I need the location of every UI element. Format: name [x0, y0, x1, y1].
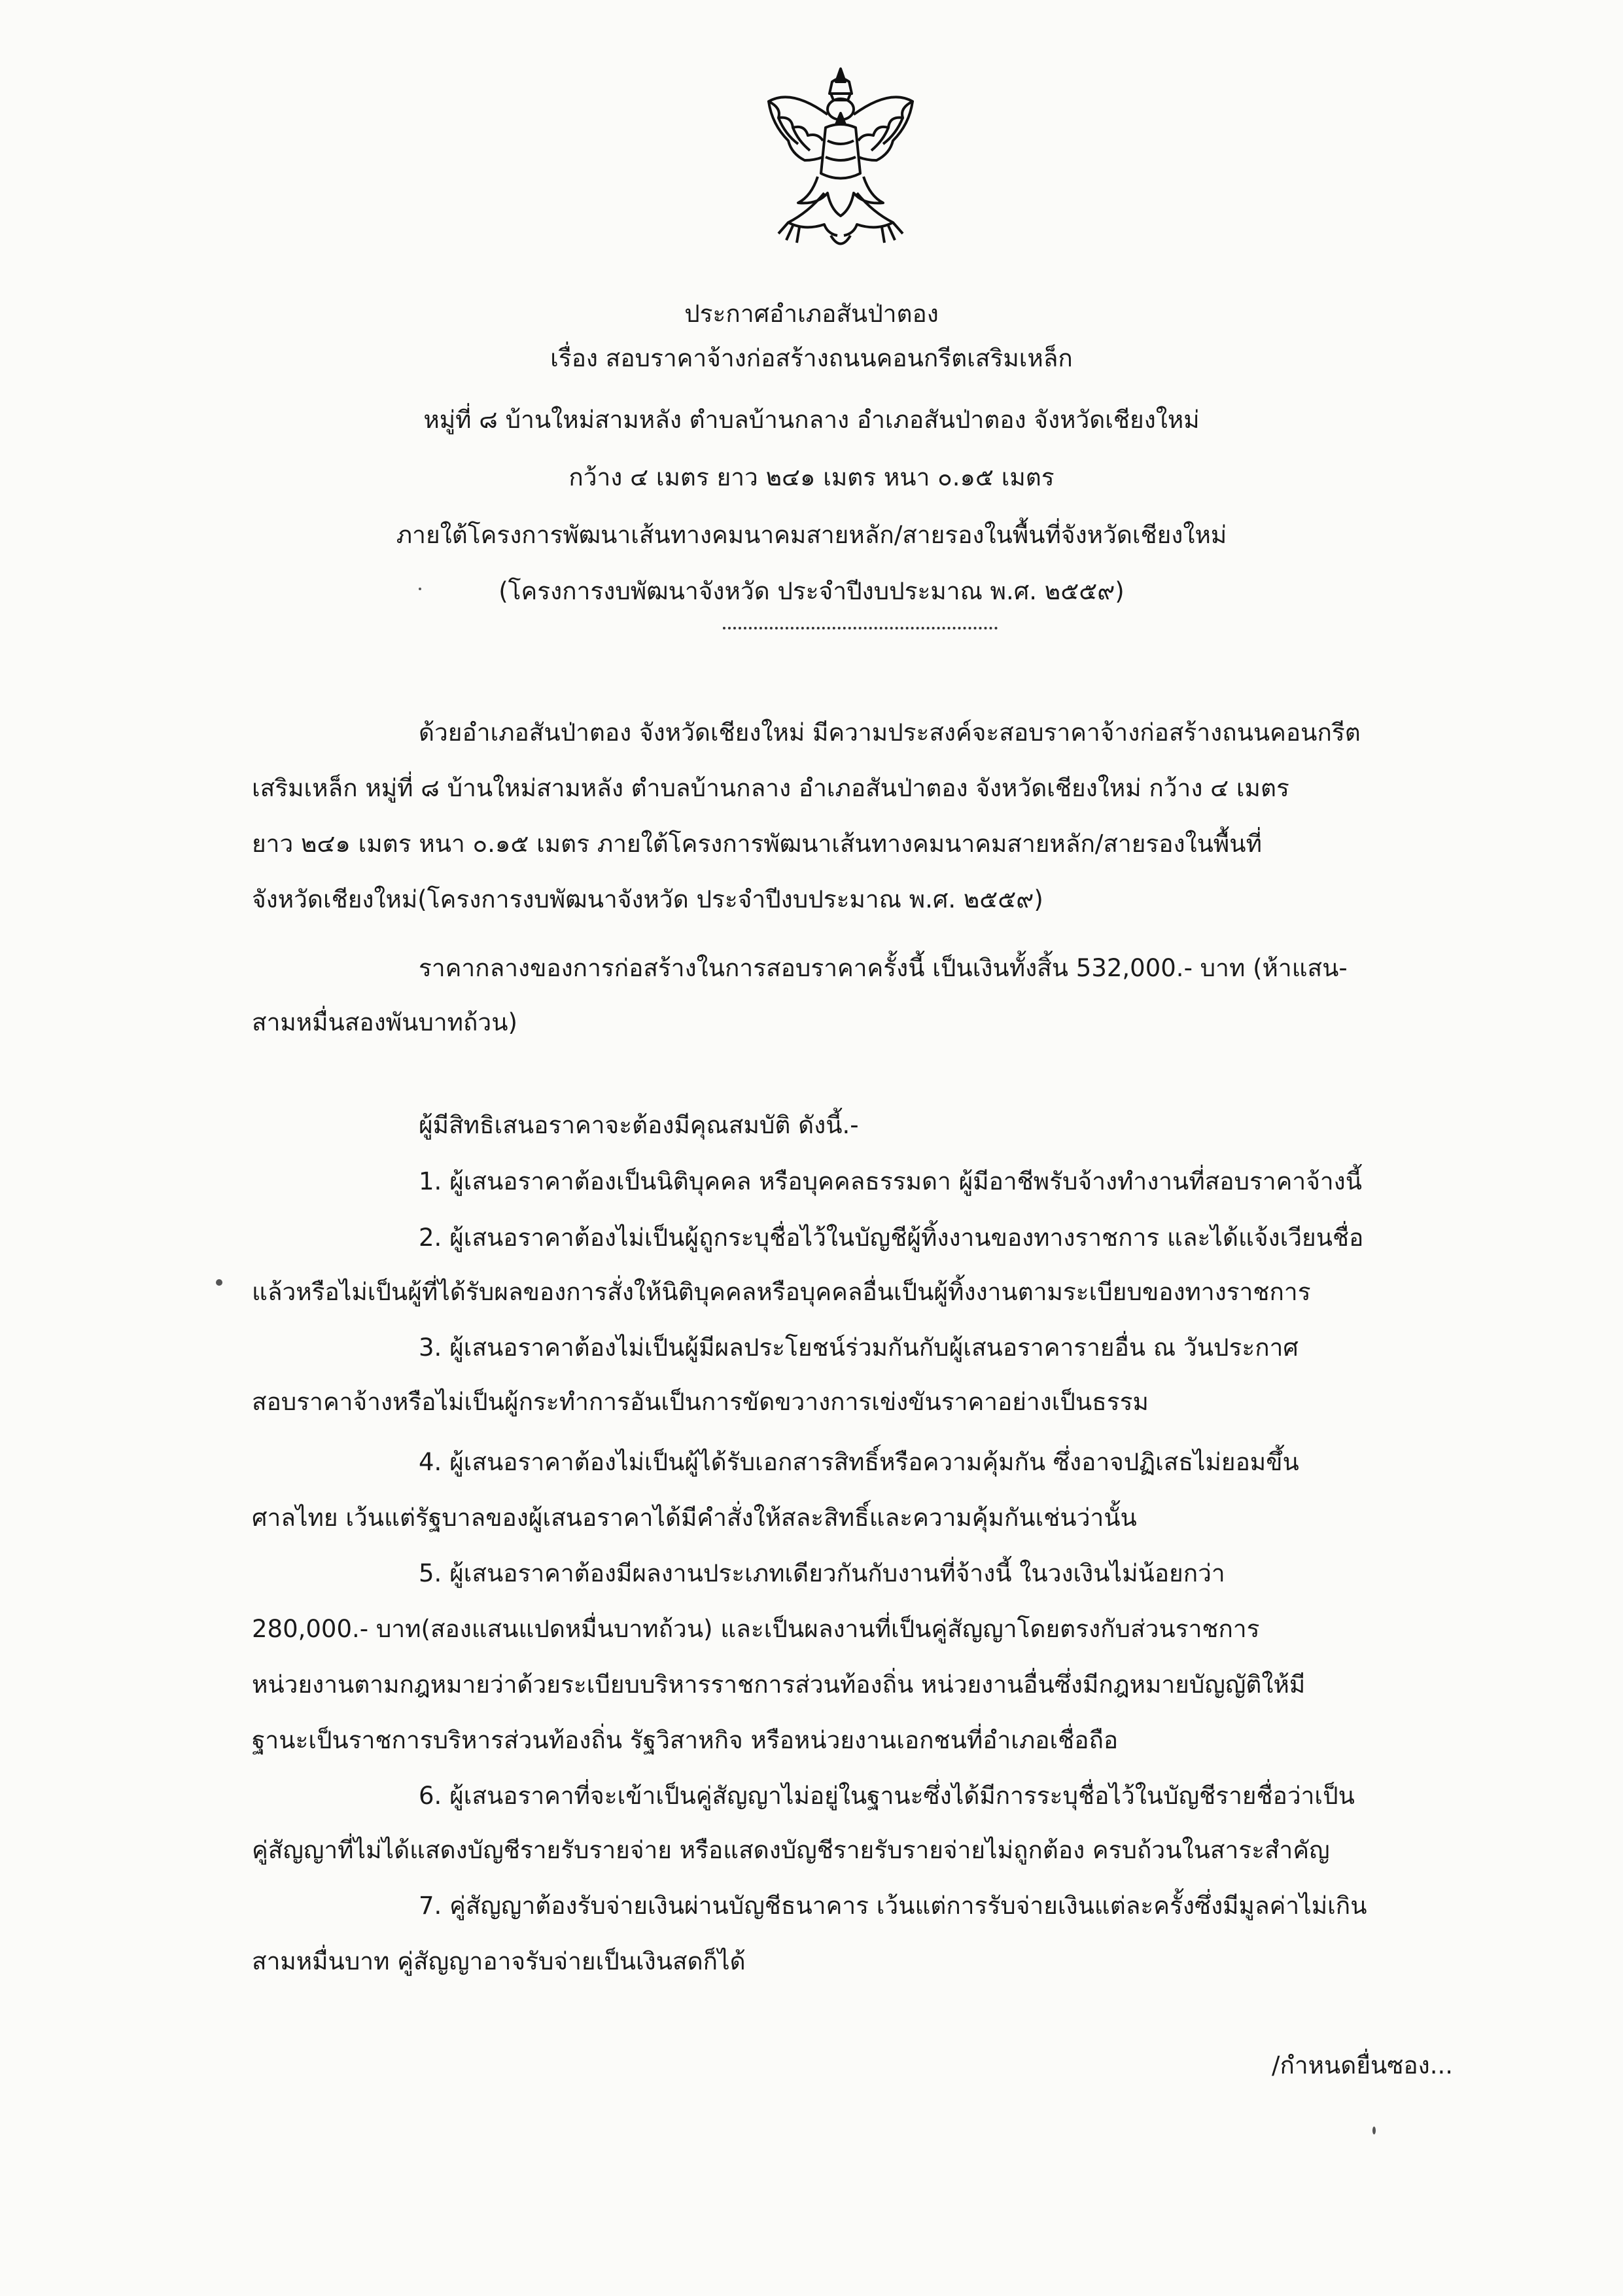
intro-line-1: ด้วยอำเภอสันป่าตอง จังหวัดเชียงใหม่ มีความประสงค์จะสอบราคาจ้างก่อสร้างถนนคอนกรีต — [419, 718, 1361, 747]
item-2-cont: แล้วหรือไม่เป็นผู้ที่ได้รับผลของการสั่งให้นิติบุคคลหรือบุคคลอื่นเป็นผู้ทิ้งงานตามระเบียบของทางราชการ — [252, 1278, 1311, 1306]
item-5: 5. ผู้เสนอราคาต้องมีผลงานประเภทเดียวกันกับงานที่จ้างนี้ ในวงเงินไม่น้อยกว่า — [419, 1559, 1225, 1587]
intro-line-3: ยาว ๒๔๑ เมตร หนา ๐.๑๕ เมตร ภายใต้โครงการพัฒนาเส้นทางคมนาคมสายหลัก/สายรองในพื้นที่ — [252, 830, 1262, 858]
intro-line-2: เสริมเหล็ก หมู่ที่ ๘ บ้านใหม่สามหลัง ตำบลบ้านกลาง อำเภอสันป่าตอง จังหวัดเชียงใหม่ กว้าง ๔ เมตร — [252, 774, 1289, 802]
item-7-cont: สามหมื่นบาท คู่สัญญาอาจรับจ่ายเป็นเงินสดก็ได้ — [252, 1947, 746, 1975]
item-3-cont: สอบราคาจ้างหรือไม่เป็นผู้กระทำการอันเป็นการขัดขวางการเข่งขันราคาอย่างเป็นธรรม — [252, 1388, 1149, 1416]
item-4: 4. ผู้เสนอราคาต้องไม่เป็นผู้ได้รับเอกสารสิทธิ์หรือความคุ้มกัน ซึ่งอาจปฏิเสธไม่ยอมขึ้น — [419, 1448, 1299, 1476]
item-2: 2. ผู้เสนอราคาต้องไม่เป็นผู้ถูกระบุชื่อไว้ในบัญชีผู้ทิ้งงานของทางราชการ และได้แจ้งเวียนชื่อ — [419, 1224, 1364, 1252]
qualifications-heading: ผู้มีสิทธิเสนอราคาจะต้องมีคุณสมบัติ ดังนี้.- — [419, 1111, 859, 1139]
scan-speck — [1372, 2127, 1376, 2134]
item-3: 3. ผู้เสนอราคาต้องไม่เป็นผู้มีผลประโยชน์ร่วมกันกับผู้เสนอราคารายอื่น ณ วันประกาศ — [419, 1333, 1299, 1362]
intro-line-4: จังหวัดเชียงใหม่(โครงการงบพัฒนาจังหวัด ประจำปีงบประมาณ พ.ศ. ๒๕๕๙) — [252, 885, 1043, 913]
item-5-cont-2: หน่วยงานตามกฎหมายว่าด้วยระเบียบบริหารราชการส่วนท้องถิ่น หน่วยงานอื่นซึ่งมีกฎหมายบัญญัติให้มี — [252, 1670, 1306, 1699]
item-7: 7. คู่สัญญาต้องรับจ่ายเงินผ่านบัญชีธนาคาร เว้นแต่การรับจ่ายเงินแต่ละครั้งซึ่งมีมูลค่าไม่เกิน — [419, 1892, 1367, 1920]
price-line-2: สามหมื่นสองพันบาทถ้วน) — [252, 1008, 517, 1036]
item-4-cont: ศาลไทย เว้นแต่รัฐบาลของผู้เสนอราคาได้มีคำสั่งให้สละสิทธิ์และความคุ้มกันเช่นว่านั้น — [252, 1504, 1137, 1532]
announcement-title: ประกาศอำเภอสันป่าตอง — [684, 300, 939, 328]
separator-dots — [723, 627, 998, 629]
scan-speck — [419, 588, 421, 590]
header-line-3: กว้าง ๔ เมตร ยาว ๒๔๑ เมตร หนา ๐.๑๕ เมตร — [568, 463, 1055, 491]
item-6-cont: คู่สัญญาที่ไม่ได้แสดงบัญชีรายรับรายจ่าย หรือแสดงบัญชีรายรับรายจ่ายไม่ถูกต้อง ครบถ้วนในสาระสำคัญ — [252, 1836, 1330, 1864]
garuda-emblem-icon — [752, 62, 929, 258]
header-line-5: (โครงการงบพัฒนาจังหวัด ประจำปีงบประมาณ พ.ศ. ๒๕๕๙) — [498, 577, 1125, 605]
scan-speck — [216, 1279, 222, 1286]
item-1: 1. ผู้เสนอราคาต้องเป็นนิติบุคคล หรือบุคคลธรรมดา ผู้มีอาชีพรับจ้างทำงานที่สอบราคาจ้างนี้ — [419, 1167, 1363, 1195]
subject-line: เรื่อง สอบราคาจ้างก่อสร้างถนนคอนกรีตเสริมเหล็ก — [550, 344, 1073, 372]
header-line-2: หมู่ที่ ๘ บ้านใหม่สามหลัง ตำบลบ้านกลาง อำเภอสันป่าตอง จังหวัดเชียงใหม่ — [423, 406, 1200, 434]
item-5-cont-1: 280,000.- บาท(สองแสนแปดหมื่นบาทถ้วน) และเป็นผลงานที่เป็นคู่สัญญาโดยตรงกับส่วนราชการ — [252, 1615, 1260, 1643]
item-5-cont-3: ฐานะเป็นราชการบริหารส่วนท้องถิ่น รัฐวิสาหกิจ หรือหน่วยงานเอกชนที่อำเภอเชื่อถือ — [252, 1726, 1119, 1754]
item-6: 6. ผู้เสนอราคาที่จะเข้าเป็นคู่สัญญาไม่อยู่ในฐานะซึ่งได้มีการระบุชื่อไว้ในบัญชีรายชื่อว่าเป็น — [419, 1782, 1355, 1810]
price-line-1: ราคากลางของการก่อสร้างในการสอบราคาครั้งนี้ เป็นเงินทั้งสิ้น 532,000.- บาท (ห้าแสน- — [419, 954, 1348, 982]
continued-note: /กำหนดยื่นซอง... — [1271, 2051, 1453, 2079]
header-line-4: ภายใต้โครงการพัฒนาเส้นทางคมนาคมสายหลัก/สายรองในพื้นที่จังหวัดเชียงใหม่ — [396, 521, 1227, 549]
